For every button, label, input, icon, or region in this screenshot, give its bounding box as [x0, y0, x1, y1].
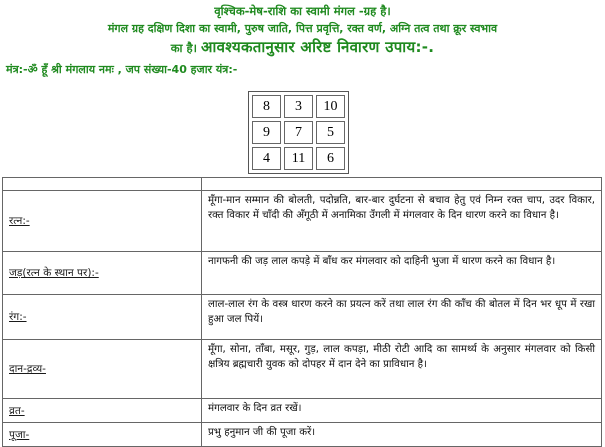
yantra-cell: 5 [316, 121, 345, 144]
yantra-cell: 9 [252, 121, 281, 144]
mantra-line: मंत्र:-ॐ हूँ श्री मंगलाय नमः , जप संख्या-40 हजार यंत्र:- [6, 63, 238, 76]
remedy-label-text: पूजा- [9, 428, 30, 441]
yantra-row [252, 95, 345, 118]
yantra-cell: 10 [316, 95, 345, 118]
mangal-yantra-grid [248, 91, 349, 174]
remedies-table [2, 177, 602, 447]
remedy-label-text: दान-द्रव्य- [9, 363, 46, 375]
remedy-text-gem: मूँगा-मान सम्मान की बोलती, पदोन्नति, बार-बार दुर्घटना से बचाव हेतु एवं निम्न रक्त चाप, उदर विकार, रक्त विकार में चाँदी की अँगूठी में अनामिका उँगली में मंगलवार के दिन धारण करने का विधान है। [202, 191, 602, 252]
remedy-text-fast: मंगलवार के दिन व्रत रखें। [202, 399, 602, 423]
remedy-label-text: रत्न:- [9, 215, 30, 227]
table-row [3, 191, 602, 252]
remedy-text-donation: मूँगा, सोना, ताँबा, मसूर, गुड़, लाल कपड़ा, मीठी रोटी आदि का सामर्थ्य के अनुसार मंगलवार को किसी क्षत्रिय ब्रह्मचारी युवक को दोपहर में दान देने का प्राविधान है। [202, 340, 602, 399]
header-cell [3, 178, 202, 191]
remedy-text-colour: लाल-लाल रंग के वस्त्र धारण करने का प्रयत्न करें तथा लाल रंग की काँच की बोतल में दिन भर धूप में रखा हुआ जल पियें। [202, 295, 602, 340]
heading-line-3 [0, 40, 605, 55]
heading-line-3-prefix: का है। [170, 41, 197, 55]
remedy-text-root: नागफनी की जड़ लाल कपड़े में बाँध कर मंगलवार को दाहिनी भुजा में धारण करने का विधान है। [202, 252, 602, 295]
heading-line-1: वृश्चिक-मेष-राशि का स्वामी मंगल -ग्रह है। [214, 4, 391, 18]
remedy-label-root [3, 252, 202, 295]
remedy-label-donation [3, 340, 202, 399]
yantra-cell: 11 [284, 147, 313, 170]
yantra-cell: 4 [252, 147, 281, 170]
remedy-label-colour [3, 295, 202, 340]
table-row [3, 399, 602, 423]
yantra-cell: 7 [284, 121, 313, 144]
table-row [3, 295, 602, 340]
remedy-label-fast [3, 399, 202, 423]
heading-line-2: मंगल ग्रह दक्षिण दिशा का स्वामी, पुरुष जाति, पित्त प्रवृत्ति, रक्त वर्ण, अग्नि तत्व तथा क्रूर स्वभाव [107, 22, 498, 35]
remedy-text-worship: प्रभु हनुमान जी की पूजा करें। [202, 423, 602, 447]
yantra-cell: 3 [284, 95, 313, 118]
table-header-row [3, 178, 602, 191]
table-row [3, 252, 602, 295]
yantra-row [252, 147, 345, 170]
table-row [3, 423, 602, 447]
table-row [3, 340, 602, 399]
remedy-label-text: व्रत- [9, 404, 25, 417]
remedy-label-text: जड़(रत्न के स्थान पर):- [9, 267, 99, 279]
yantra-cell: 8 [252, 95, 281, 118]
remedy-section-title: आवश्यकतानुसार अरिष्ट निवारण उपाय:-. [201, 38, 435, 56]
header-cell [202, 178, 602, 191]
remedy-label-gem [3, 191, 202, 252]
remedy-label-text: रंग:- [9, 311, 27, 323]
yantra-cell: 6 [316, 147, 345, 170]
yantra-row [252, 121, 345, 144]
remedy-label-worship [3, 423, 202, 447]
